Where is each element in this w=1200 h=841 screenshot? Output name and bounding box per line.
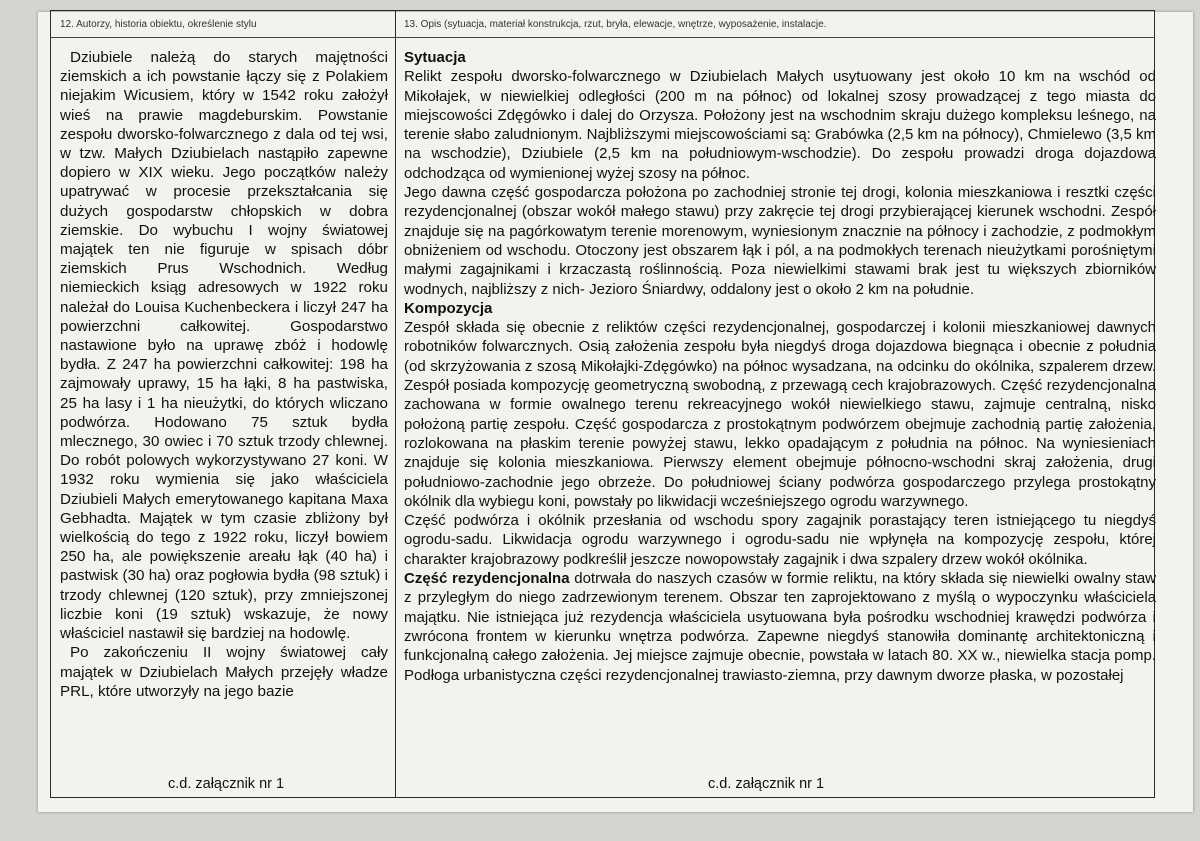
residential-lead: Część rezydencjonalna bbox=[404, 570, 570, 588]
section-heading-composition: Kompozycja bbox=[404, 299, 493, 317]
section-heading-situation: Sytuacja bbox=[404, 49, 466, 66]
situation-paragraph-2: Jego dawna część gospodarcza położona po zachodniej stronie tej drogi, kolonia mieszkaniowa i resztki części rezydencjonalnej (obszar wokół małego stawu) przy zakręcie tej drogi przybierającej kierunek wschodni. Zespół znajduje się na pagórkowatym terenie morenowym, wyniesionym znacznie na północy i zachodzie, z podmokłym obniżeniem od wschodu. Otoczony jest obszarem łąk i pól, a na podmokłych terenach nieużytkami porośniętymi małymi zagajnikami i krzaczastą roślinnością. Poza niewielkimi stawami brak jest tu większych zbiorników wodnych, najbliższy z nich- Jezioro Śniardwy, oddalony jest o około 2 km na południe. bbox=[404, 184, 1156, 298]
history-paragraph-1: Dziubiele należą do starych majętności ziemskich a ich powstanie łączy się z Polakiem niejakim Wicusiem, który w 1542 roku założył wieś na prawie magdeburskim. Powstanie zespołu dworsko-folwarcznego z dala od tej wsi, w tzw. Małych Dziubielach nastąpiło zapewne dopiero w XIX wieku. Jego początków należy upatrywać w procesie przekształcania się dużych gospodarstw chłopskich w dobra ziemskie. Do wybuchu I wojny światowej majątek ten nie figuruje w spisach dóbr ziemskich Prus Wschodnich. Według niemieckich ksiąg adresowych w 1922 roku należał do Louisa Kuchenbeckera i liczył 247 ha powierzchni całkowitej. Gospodarstwo nastawione było na uprawę zbóż i hodowlę bydła. Z 247 ha powierzchni całkowitej: 198 ha zajmowały uprawy, 15 ha łąki, 8 ha pastwiska, 25 ha lasy i 1 ha nieużytki, do których wliczano podwórza. Hodowano 75 sztuk bydła mlecznego, 30 owiec i 70 sztuk trzody chlewnej. Do robót polowych wykorzystywano 27 koni. W 1932 roku wymienia się jako właściciela Dziubieli Małych emerytowanego kapitana Maxa Gebhadta. Majątek w tym czasie zbliżony był wielkością do tego z 1922 roku, liczył bowiem 250 ha, ale powiększenie areału łąk (40 ha) i pastwisk (30 ha) oraz pogłowia bydła (98 sztuk) i trzody chlewnej (120 sztuk), przy zmniejszonej liczbie koni (19 sztuk) wskazuje, że nowy właściciel nastawił się bardziej na hodowlę. bbox=[60, 49, 388, 643]
left-continued-note: c.d. załącznik nr 1 bbox=[168, 776, 285, 792]
history-paragraph-2: Po zakończeniu II wojny światowej cały majątek w Dziubielach Małych przejęły władze PRL, które utworzyły na jego bazie bbox=[60, 644, 388, 700]
right-continued-note: c.d. załącznik nr 1 bbox=[708, 776, 825, 792]
composition-paragraph-2: Część podwórza i okólnik przesłania od wschodu spory zagajnik porastający teren istniejącego tu niegdyś ogrodu-sadu. Likwidacja ogrodu warzywnego i ogrodu-sadu nie wpłynęła na kompozycję zespołu, której charakter krajobrazowy podkreślił jeszcze nowopowstały zagajnik i dwa szpalery drzew wokół okólnika. bbox=[404, 512, 1156, 568]
description-text bbox=[404, 48, 1156, 685]
history-text bbox=[60, 48, 388, 701]
column-divider bbox=[395, 10, 396, 798]
composition-paragraph-1: Zespół składa się obecnie z reliktów części rezydencjonalnej, gospodarczej i kolonii mieszkaniowej dawnych robotników folwarcznych. Osią założenia zespołu była niegdyś droga dojazdowa biegnąca i obecnie z południa (od skrzyżowania z szosą Mikołajki-Zdęgówko) na północ wysadzana, na odcinku do okólnika, szpalerem drzew. Zespół posiada kompozycję geometryczną swobodną, z przewagą cech krajobrazowych. Część rezydencjonalna zachowana w formie owalnego terenu rekreacyjnego wokół niewielkiego stawu, zajmuje centralną, nisko położoną partię zespołu. Część gospodarcza z prostokątnym podwórzem obejmuje zachodnią partię założenia, rozlokowana na płaskim terenie powyżej stawu, lekko opadającym z południa na północ. Na wyniesieniach znajduje się kolonia mieszkaniowa. Pierwszy element obejmuje północno-wschodni skraj założenia, drugi południowo-zachodnie jego obrzeże. Do południowej ściany podwórza gospodarczego przylega prostokątny okólnik dla wybiegu koni, powstały po likwidacji wcześniejszego ogrodu warzywnego. bbox=[404, 319, 1156, 510]
residential-text: dotrwała do naszych czasów w formie reliktu, na który składa się niewielki owalny staw z przyległym do niego zadrzewionym terenem. Obszar ten zaprojektowano z myślą o wypoczynku właściciela majątku. Nie istniejąca już rezydencja właściciela usytuowana była pośrodku wschodniej krawędzi podwórza i zwrócona frontem w kierunku wnętrza podwórza. Zapewne niegdyś stanowiła dominantę architektoniczną i funkcjonalną całego założenia. Jej miejsce zajmuje obecnie, powstała w latach 80. XX w., niewielka stacja pomp. Podłoga urbanistyczna części rezydencjonalnej trawiasto-ziemna, przy dawnym dworze płaska, w pozostałej bbox=[404, 570, 1156, 684]
situation-paragraph-1: Relikt zespołu dworsko-folwarcznego w Dziubielach Małych usytuowany jest około 10 km na wschód od Mikołajek, w niewielkiej odległości (200 m na północ) od lokalnej szosy prowadzącej z tego miasta do miejscowości Zdęgówko i dalej do Orzysza. Położony jest na wschodnim skraju dużego kompleksu leśnego, na terenie słabo zaludnionym. Najbliższymi miejscowościami są: Grabówka (2,5 km na północy), Chmielewo (3,5 km na wschodzie), Dziubiele (2,5 km na południowym-wschodzie). Do zespołu prowadzi droga dojazdowa odchodząca od wymienionej wyżej szosy na północ. bbox=[404, 68, 1156, 182]
right-column-header: 13. Opis (sytuacja, materiał konstrukcja, rzut, bryła, elewacje, wnętrze, wyposażenie, instalacje. bbox=[404, 19, 827, 30]
residential-paragraph bbox=[404, 569, 1156, 685]
left-column-header: 12. Autorzy, historia obiektu, określenie stylu bbox=[60, 19, 257, 30]
